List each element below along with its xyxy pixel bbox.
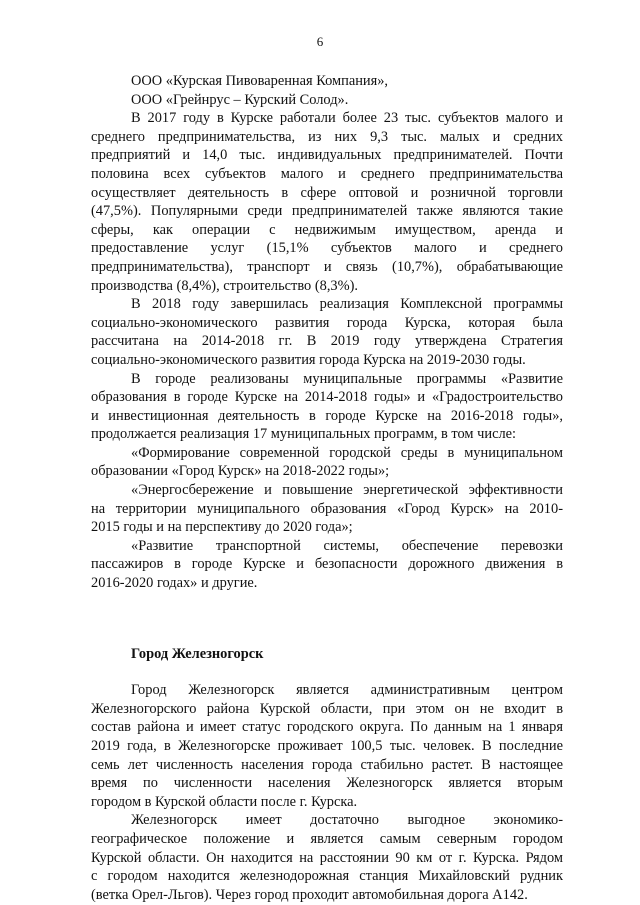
text-line: Город Железногорск является административным центром [131, 682, 563, 699]
text-line: (ветка Орел-Льгов). Через город проходит автомобильная дорога А142. [91, 886, 528, 903]
text-line: на территории муниципального образования «Город Курск» на 2010- [91, 500, 563, 517]
text-line: В 2018 году завершилась реализация Комплексной программы [131, 296, 563, 313]
text-line: среднего предпринимательства, из них 9,3 тыс. малых и средних [91, 128, 563, 145]
text-line: производства (8,4%), строительство (8,3%). [91, 277, 358, 294]
text-line: Железногорского района Курской области, при этом он не входит в [91, 700, 563, 717]
text-line: предоставление услуг (15,1% субъектов малого и среднего [91, 240, 563, 257]
text-line: 2016-2020 годах» и другие. [91, 575, 258, 592]
paragraph-program [91, 295, 563, 369]
heading-spacer [91, 663, 563, 681]
company-line: ООО «Грейнрус – Курский Солод». [131, 91, 349, 108]
paragraph-urban-environment [91, 444, 563, 481]
text-line: пассажиров в городе Курске и безопасности дорожного движения в [91, 556, 563, 573]
text-line: время по численности населения Железногорск является вторым [91, 775, 563, 792]
text-line: половина всех субъектов малого и среднего предпринимательства [91, 165, 563, 182]
text-line: состав района и имеет статус городского округа. По данным на 1 января [91, 719, 563, 736]
text-line: (47,5%). Популярными среди предпринимателей также являются такие [91, 203, 563, 220]
paragraph-energy-saving [91, 481, 563, 537]
company-line: ООО «Курская Пивоваренная Компания», [131, 73, 389, 89]
text-line: «Энергосбережение и повышение энергетической эффективности [131, 482, 563, 499]
body-text [91, 72, 563, 904]
text-line: осуществляет деятельность в сфере оптовой и розничной торговли [91, 184, 563, 201]
paragraph-smb [91, 109, 563, 295]
section-heading: Город Железногорск [131, 645, 264, 662]
paragraph-transport [91, 537, 563, 593]
text-line: социально-экономического развития города Курска, которая была [91, 314, 563, 331]
paragraph-municipal-programs [91, 370, 563, 444]
text-line: Курской области. Он находится на расстоянии 90 км от г. Курска. Рядом [91, 849, 563, 866]
text-line: продолжается реализация 17 муниципальных программ, в том числе: [91, 426, 517, 443]
text-line: В городе реализованы муниципальные программы «Развитие [131, 370, 563, 387]
text-line: сферы, как операции с недвижимым имуществом, аренда и [91, 221, 563, 238]
text-line: географическое положение и является самым северным городом [91, 830, 563, 847]
section-spacer [91, 593, 563, 645]
text-line: предприятий и 14,0 тыс. индивидуальных предпринимателей. Почти [91, 147, 563, 164]
paragraph-zheleznogorsk-geography [91, 811, 563, 904]
text-line: с городом находится железнодорожная станция Михайловский рудник [91, 868, 563, 885]
text-line: семь лет численность населения города стабильно растет. В настоящее [91, 756, 563, 773]
text-line: «Развитие транспортной системы, обеспечение перевозки [131, 537, 563, 554]
text-line: образовании «Город Курск» на 2018-2022 годы»; [91, 463, 390, 480]
text-line: и инвестиционная деятельность в городе Курске на 2016-2018 годы», [91, 407, 563, 424]
text-line: рассчитана на 2014-2018 гг. В 2019 году утверждена Стратегия [91, 333, 563, 350]
text-line: предпринимательства), транспорт и связь (10,7%), обрабатывающие [91, 258, 563, 275]
text-line: «Формирование современной городской среды в муниципальном [131, 444, 563, 461]
text-line: В 2017 году в Курске работали более 23 тыс. субъектов малого и [131, 110, 563, 127]
text-line: социально-экономического развития города Курска на 2019-2030 годы. [91, 351, 526, 368]
text-line: образования в городе Курске на 2014-2018 годы» и «Градостроительство [91, 389, 563, 406]
text-line: 2015 годы и на перспективу до 2020 года»; [91, 519, 353, 536]
page-number: 6 [316, 34, 324, 49]
paragraph-zheleznogorsk-status [91, 681, 563, 811]
text-line: 2019 года, в Железногорске проживает 100,5 тыс. человек. В последние [91, 738, 563, 754]
text-line: городом в Курской области после г. Курска. [91, 793, 358, 810]
text-line: Железногорск имеет достаточно выгодное экономико- [131, 812, 563, 829]
